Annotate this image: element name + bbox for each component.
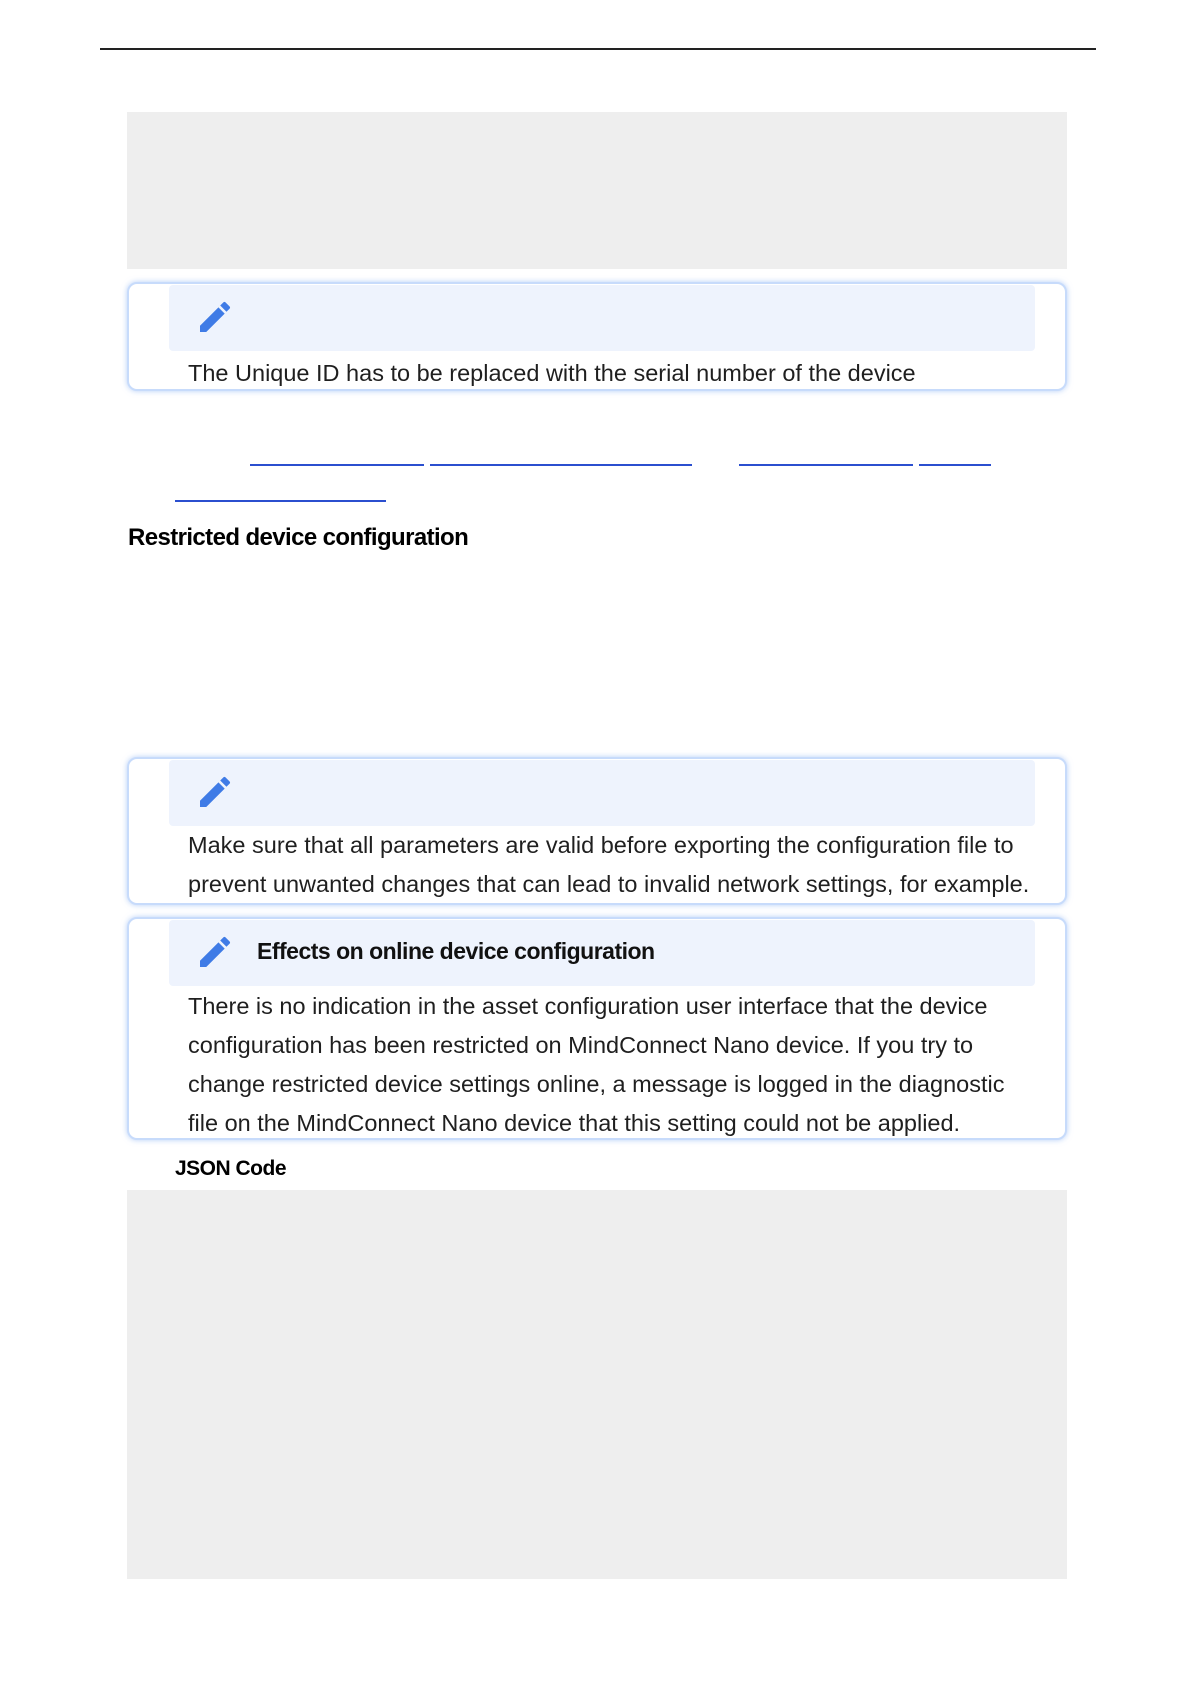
- link-underline[interactable]: [175, 500, 386, 502]
- link-underline[interactable]: [919, 464, 991, 466]
- json-code-block: [127, 1190, 1067, 1579]
- note-text: Make sure that all parameters are valid before exporting the configuration file to prevent unwanted changes that can lead to invalid network settings, for example.: [188, 832, 1030, 897]
- note-header: [169, 285, 1035, 351]
- note-title: Effects on online device configuration: [257, 938, 655, 964]
- section-heading: Restricted device configuration: [128, 524, 469, 551]
- link-underline[interactable]: [739, 464, 913, 466]
- pencil-icon: [195, 932, 235, 972]
- code-label: JSON Code: [175, 1157, 287, 1180]
- link-underline[interactable]: [430, 464, 692, 466]
- note-text: There is no indication in the asset configuration user interface that the device configuration has been restricted on MindConnect Nano device. If you try to change restricted device settings online, a message is logged in the diagnostic file on the MindConnect Nano device that this setting could not be applied.: [188, 993, 1005, 1136]
- note-header: [169, 920, 1035, 986]
- note-box: [127, 757, 1067, 905]
- note-box: [127, 917, 1067, 1140]
- code-block: [127, 112, 1067, 269]
- pencil-icon: [195, 297, 235, 337]
- header-rule: [100, 48, 1096, 50]
- note-box: [127, 282, 1067, 391]
- link-underline[interactable]: [250, 464, 424, 466]
- note-header: [169, 760, 1035, 826]
- note-text: The Unique ID has to be replaced with the serial number of the device: [188, 360, 916, 386]
- pencil-icon: [195, 772, 235, 812]
